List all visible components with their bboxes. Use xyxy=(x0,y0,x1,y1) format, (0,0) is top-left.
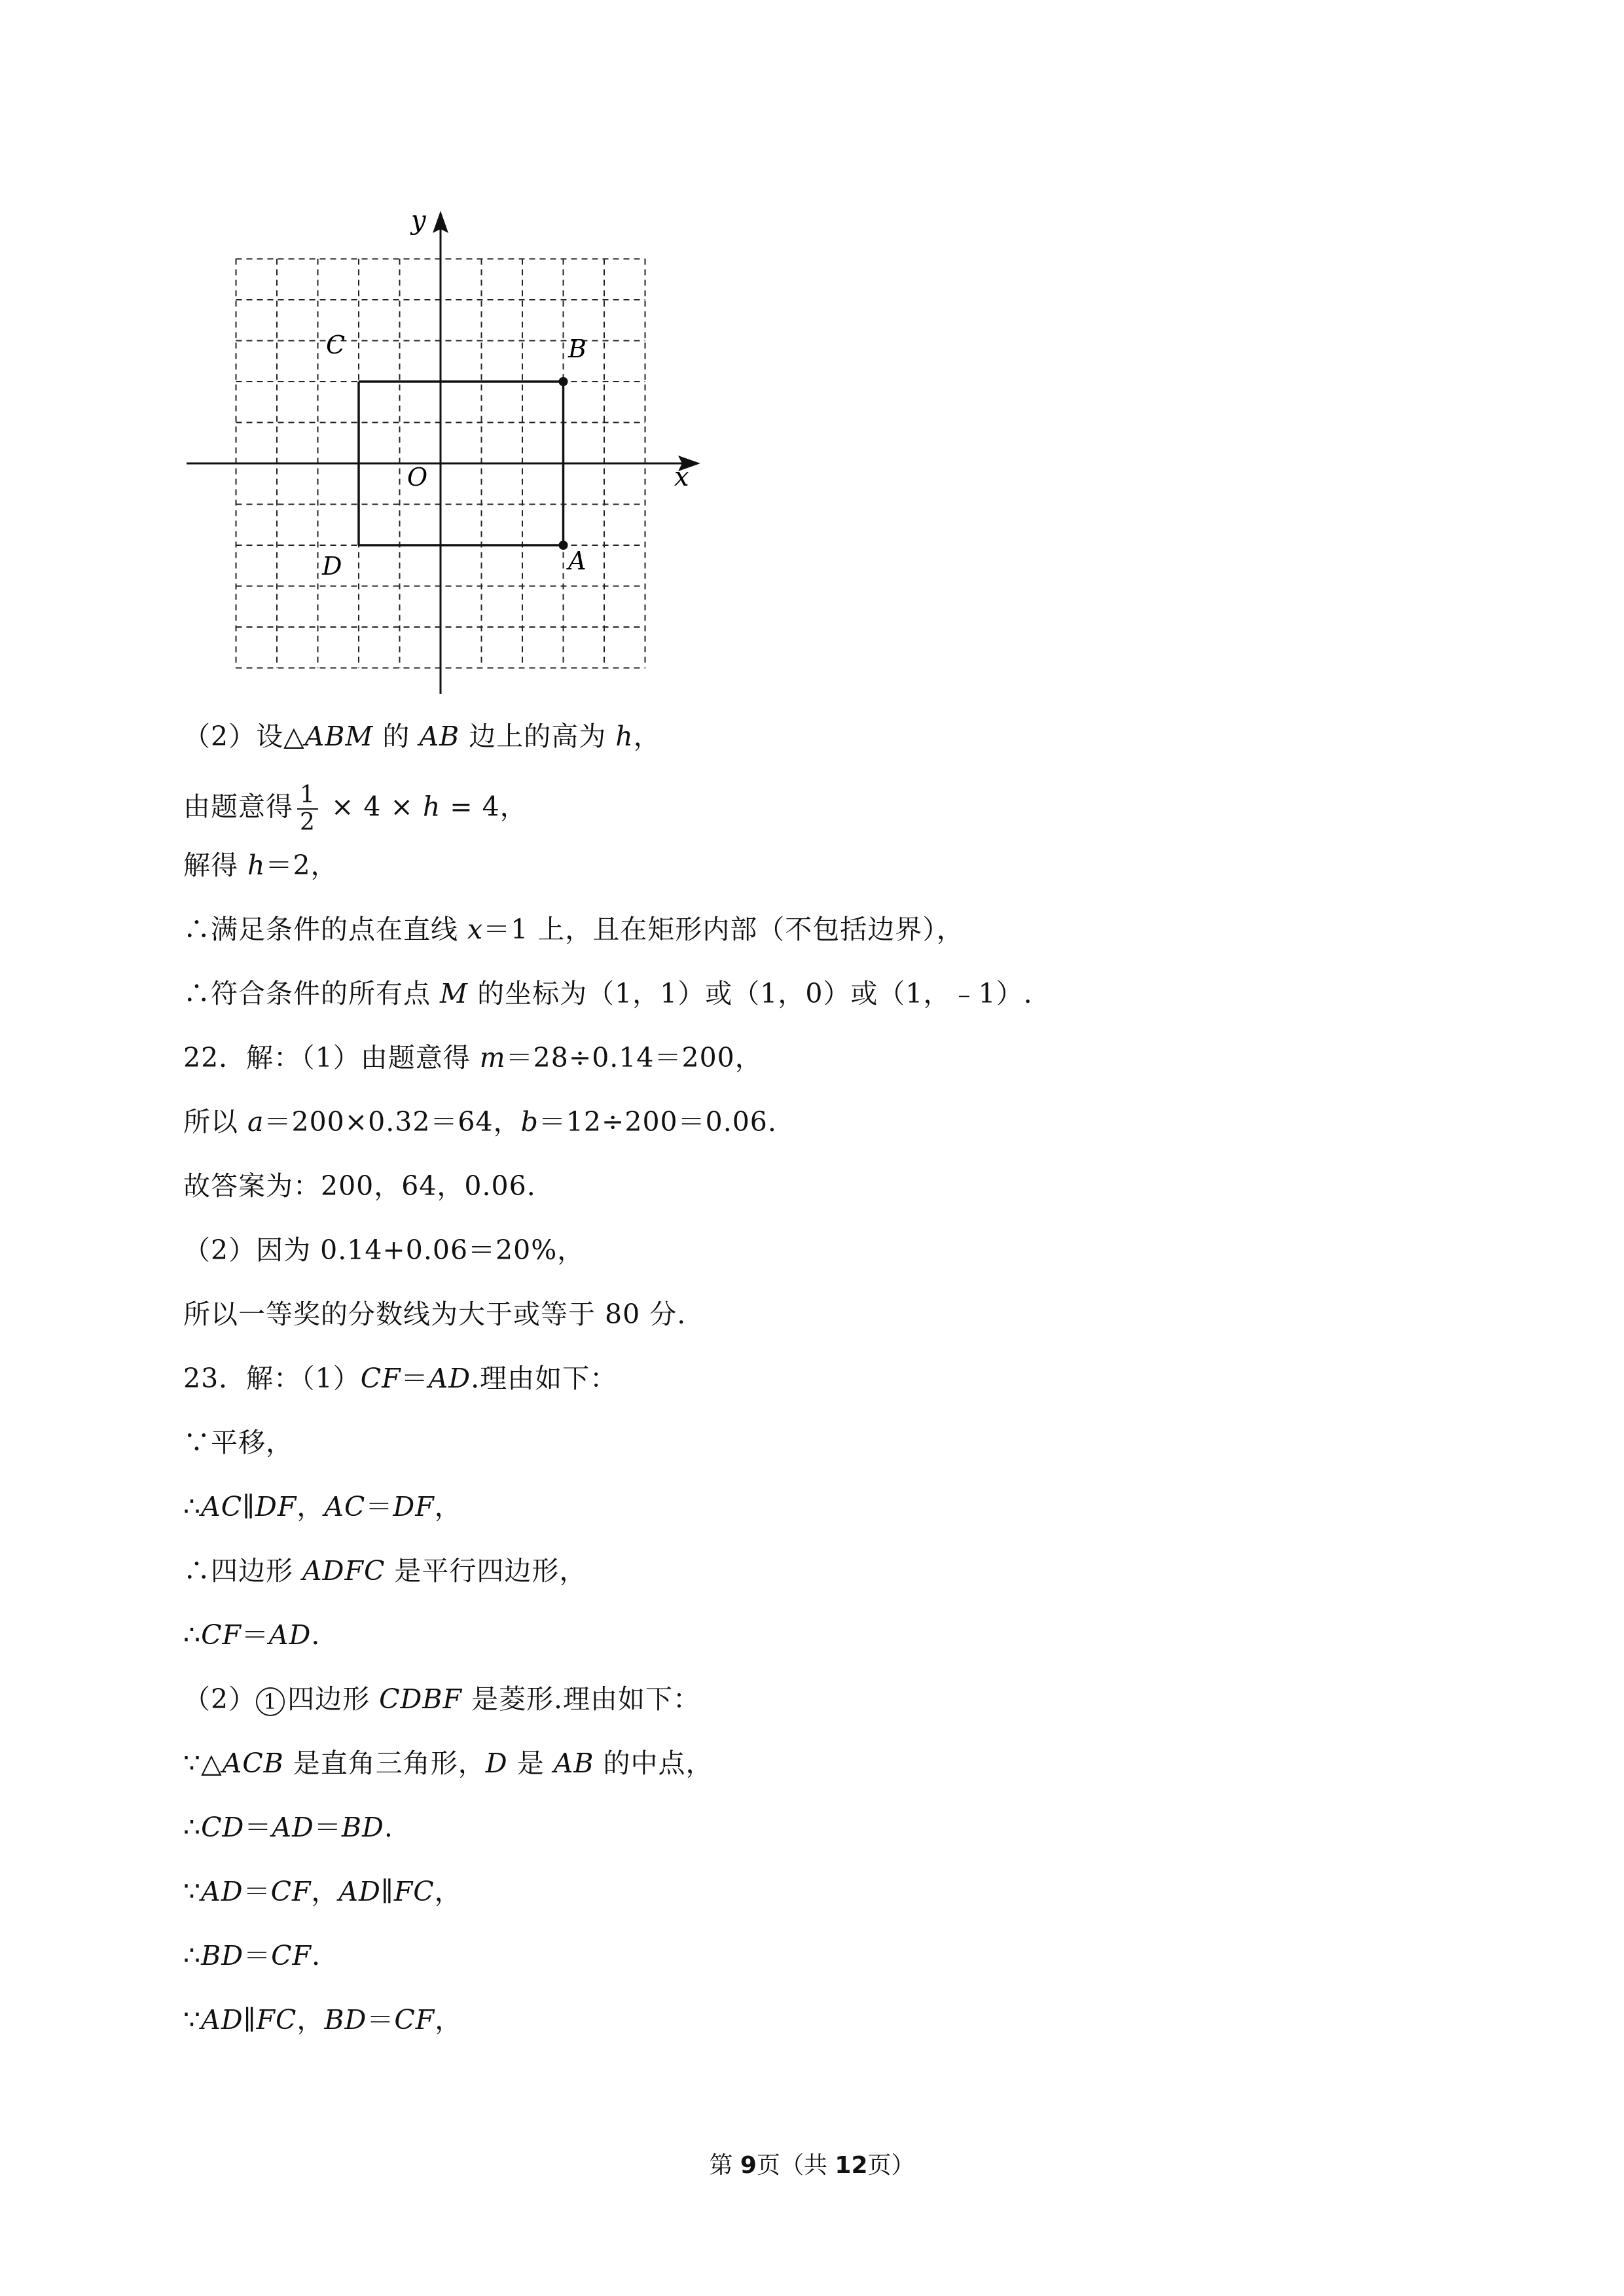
page-number: 9 xyxy=(740,2152,757,2179)
total-pages: 12 xyxy=(835,2152,868,2179)
point-label-C: C xyxy=(326,331,346,359)
circled-number: 1 xyxy=(256,1687,285,1716)
axes xyxy=(187,221,684,694)
line-14: ∴四边形 ADFC 是平行四边形， xyxy=(183,1555,587,1587)
line-4: ∴满足条件的点在直线 x＝1 上，且在矩形内部（不包括边界）， xyxy=(183,914,964,945)
origin-label: O xyxy=(407,463,428,492)
line-9: （2）因为 0.14+0.06＝20%， xyxy=(183,1234,585,1266)
fraction-one-half: $\frac{1}{2}$ xyxy=(297,782,318,836)
point-label-D: D xyxy=(322,552,342,581)
line-20: ∴BD＝CF. xyxy=(183,1940,321,1971)
y-axis-label: y xyxy=(411,206,426,236)
line-11: 23．解：（1）CF＝AD.理由如下： xyxy=(183,1363,618,1394)
line-12: ∵平移， xyxy=(183,1427,293,1458)
coordinate-grid-figure xyxy=(177,203,713,700)
line-16: （2） 1 四边形 CDBF 是菱形.理由如下： xyxy=(183,1683,701,1715)
line-1: （2）设△ABM 的 AB 边上的高为 h， xyxy=(183,721,661,752)
line-8: 故答案为：200，64，0.06. xyxy=(183,1170,536,1202)
point-label-A: A xyxy=(568,547,586,575)
line-10: 所以一等奖的分数线为大于或等于 80 分. xyxy=(183,1299,687,1330)
page-footer: 第 9页（共 12页） xyxy=(709,2152,915,2179)
line-6: 22．解：（1）由题意得 m＝28÷0.14＝200， xyxy=(183,1042,763,1073)
line-7: 所以 a＝200×0.32＝64，b＝12÷200＝0.06. xyxy=(183,1106,777,1138)
line-3: 解得 h＝2， xyxy=(183,850,338,881)
line-5: ∴符合条件的所有点 M 的坐标为（1，1）或（1，0）或（1，﹣1）. xyxy=(183,978,1033,1009)
point-dot-A xyxy=(559,541,568,550)
x-axis-label: x xyxy=(674,462,689,492)
line-18: ∴CD＝AD＝BD. xyxy=(183,1812,393,1843)
point-dot-B xyxy=(559,377,568,386)
line-15: ∴CF＝AD. xyxy=(183,1619,321,1651)
line-13: ∴AC∥DF，AC＝DF， xyxy=(183,1491,462,1522)
line-19: ∵AD＝CF，AD∥FC， xyxy=(183,1876,462,1907)
line-21: ∵AD∥FC，BD＝CF， xyxy=(183,2004,463,2036)
line-17: ∵△ACB 是直角三角形，D 是 AB 的中点， xyxy=(183,1748,713,1779)
line-2: 由题意得 $\frac{1}{2}$ × 4 × h = 4， xyxy=(183,781,528,836)
point-label-B: B xyxy=(568,334,586,363)
